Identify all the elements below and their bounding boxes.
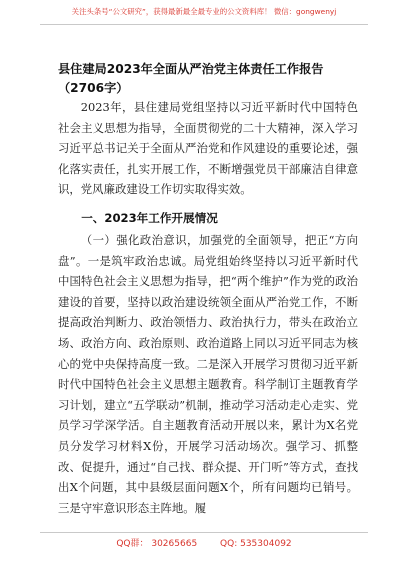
section-heading: 一、2023年工作开展情况: [81, 211, 218, 225]
footer: [0, 536, 408, 549]
footer-qq-contact: QQ: 535304092: [220, 539, 292, 549]
header-promo-text: 关注头条号“公文研究”，获得最新最全最专业的公文资料库！ 微信：gongwenyj: [71, 7, 337, 16]
footer-qq-group: QQ群： 30265665: [116, 539, 198, 549]
header-banner: [0, 0, 408, 44]
header-divider: [40, 24, 368, 25]
body-paragraph: （一）强化政治意识，加强党的全面领导，把正“方向盘”。一是筑牢政治忠诚。局党组始终坚持以习近平新时代中国特色社会主义思想为指导，把“两个维护”作为党的政治建设的首要，坚持以政治建设统领全面从严治党工作，不断提高政治判断力、政治领悟力、政治执行力，带头在政治立场、政治方向、政治原则、政治道路上同以习近平同志为核心的党中央保持高度一致。二是深入开展学习贯彻习近平新时代中国特色社会主义思想主题教育。科学制订主题教育学习计划，建立“五学联动”机制，推动学习活动走心走实、党员学习学深学活。自主题教育活动开展以来，累计为X名党员分发学习材料X份，开展学习活动场次。强学习、抓整改、促提升，通过“自己找、群众提、开门听”等方式，查找出X个问题，其中县级层面问题X个，所有问题均已销号。三是守牢意识形态主阵地。履: [58, 233, 358, 515]
document-title: 县住建局2023年全面从严治党主体责任工作报告（2706字）: [58, 62, 324, 95]
footer-divider: [40, 532, 368, 533]
intro-paragraph: 2023年，县住建局党组坚持以习近平新时代中国特色社会主义思想为指导，全面贯彻党的二十大精神，深入学习习近平总书记关于全面从严治党和作风建设的重要论述，强化落实责任，扎实开展工作，不断增强党员干部廉洁自律意识，党风廉政建设工作切实取得实效。: [58, 100, 358, 197]
